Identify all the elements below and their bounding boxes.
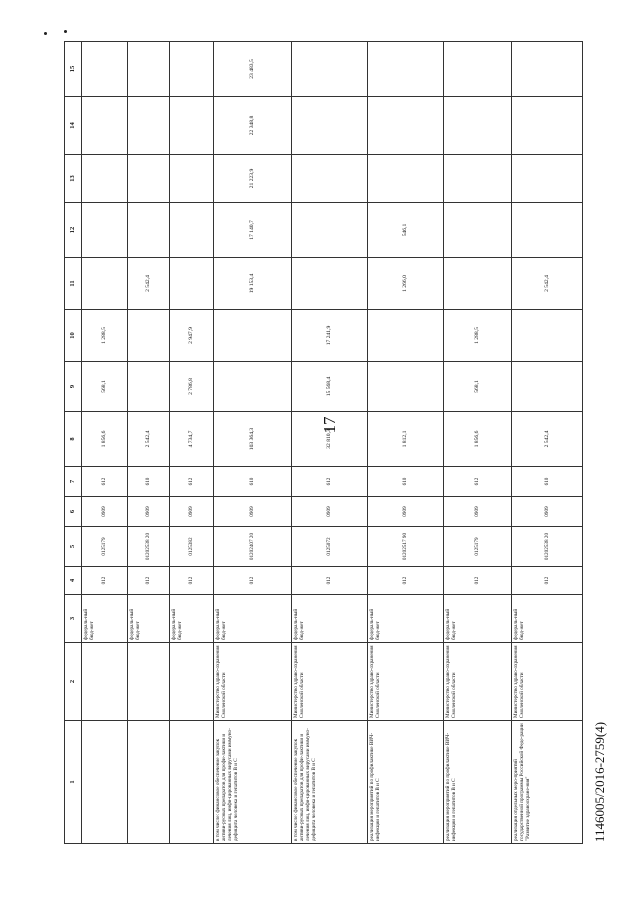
table-cell (170, 203, 214, 258)
table-cell: федераль-ный бюд-жет (292, 595, 368, 643)
table-cell: 0125382 (170, 527, 214, 567)
table-cell (444, 155, 512, 203)
column-header: 8 (65, 412, 82, 467)
table-cell: 2 542,4 (512, 412, 583, 467)
column-header: 1 (65, 721, 82, 844)
table-cell (214, 310, 292, 362)
table-cell: 2 947,9 (170, 310, 214, 362)
budget-table (64, 41, 583, 844)
table-cell: 0909 (512, 497, 583, 527)
table-cell: 1 856,6 (82, 412, 128, 467)
table-row (444, 42, 512, 844)
table-row (170, 42, 214, 844)
table-row (368, 42, 444, 844)
table-cell: 01202407 20 (214, 527, 292, 567)
table-cell: 01202538 20 (128, 527, 170, 567)
table-cell (82, 42, 128, 97)
table-cell: 012 (170, 567, 214, 595)
table-cell: 103 364,3 (214, 412, 292, 467)
table-cell (444, 203, 512, 258)
table-cell (292, 42, 368, 97)
table-cell: 32 810,3 (292, 412, 368, 467)
table-cell (82, 203, 128, 258)
table-cell: 1 288,5 (82, 310, 128, 362)
table-cell (368, 97, 444, 155)
table-cell: 01202517 90 (368, 527, 444, 567)
table-cell (512, 310, 583, 362)
table-cell: 19 153,4 (214, 258, 292, 310)
table-cell: федераль-ный бюд-жет (82, 595, 128, 643)
table-cell (444, 97, 512, 155)
table-cell: в том числе: финансовое обеспечение закупок антиви-русных препаратов для профи-лактики и лечения лиц, инфи-цированных вирусами иммуно-дефицита человека и гепатитов В и С (214, 721, 292, 844)
table-cell (512, 203, 583, 258)
column-header: 4 (65, 567, 82, 595)
table-cell (82, 258, 128, 310)
table-cell: 0909 (444, 497, 512, 527)
table-cell: 0909 (170, 497, 214, 527)
table-cell (368, 310, 444, 362)
table-cell (170, 155, 214, 203)
table-cell: 1 856,6 (444, 412, 512, 467)
table-cell (444, 258, 512, 310)
table-cell: Министерство здраво-охранения Смоленской области (214, 643, 292, 721)
table-cell (444, 42, 512, 97)
table-cell: 612 (82, 467, 128, 497)
table-cell: 1 288,5 (444, 310, 512, 362)
rotated-table-container (64, 42, 566, 844)
table-cell: 012 (292, 567, 368, 595)
table-cell: Министерство здраво-охранения Смоленской области (444, 643, 512, 721)
table-cell: 0909 (368, 497, 444, 527)
table-row (82, 42, 128, 844)
table-cell: 0125072 (292, 527, 368, 567)
table-cell (512, 155, 583, 203)
table-cell: Министерство здраво-охранения Смоленской области (292, 643, 368, 721)
column-header: 14 (65, 97, 82, 155)
column-header: 9 (65, 362, 82, 412)
table-cell (292, 97, 368, 155)
table-cell: 012 (512, 567, 583, 595)
table-cell: 17 140,7 (214, 203, 292, 258)
column-header: 2 (65, 643, 82, 721)
column-header: 15 (65, 42, 82, 97)
table-row (128, 42, 170, 844)
table-cell (292, 203, 368, 258)
table-cell: 610 (128, 467, 170, 497)
page-number: 17 (320, 416, 339, 434)
table-cell: 2 542,4 (128, 258, 170, 310)
table-cell (170, 97, 214, 155)
table-cell: 21 223,9 (214, 155, 292, 203)
table-cell (512, 362, 583, 412)
table-cell: 0909 (292, 497, 368, 527)
table-cell: федераль-ный бюд-жет (368, 595, 444, 643)
table-row (214, 42, 292, 844)
table-cell: 568,1 (444, 362, 512, 412)
table-cell (368, 42, 444, 97)
table-cell: 0125179 (444, 527, 512, 567)
column-header: 10 (65, 310, 82, 362)
table-cell (128, 310, 170, 362)
table-cell (170, 258, 214, 310)
table-cell: 4 734,7 (170, 412, 214, 467)
table-cell: федераль-ный бюд-жет (444, 595, 512, 643)
table-cell (82, 97, 128, 155)
table-cell (512, 97, 583, 155)
table-cell (128, 203, 170, 258)
table-cell: Министерство здраво-охранения Смоленской области (368, 643, 444, 721)
table-cell (368, 362, 444, 412)
table-cell: федераль-ный бюд-жет (214, 595, 292, 643)
table-cell: 612 (170, 467, 214, 497)
column-header: 6 (65, 497, 82, 527)
table-cell: 23 483,5 (214, 42, 292, 97)
table-cell: в том числе: финансовое обеспечение закупок антиви-русных препаратов для профи-лактики и лечения лиц, инфи-цированных вирусами иммуно-дефицита человека и гепатитов В и С (292, 721, 368, 844)
scan-speck (44, 32, 47, 35)
table-cell (170, 643, 214, 721)
table-cell (82, 155, 128, 203)
table-cell: федераль-ный бюд-жет (512, 595, 583, 643)
table-row (292, 42, 368, 844)
table-cell (128, 721, 170, 844)
table-cell: 610 (368, 467, 444, 497)
table-cell (292, 155, 368, 203)
table-cell: федераль-ный бюд-жет (128, 595, 170, 643)
header-row (65, 42, 82, 844)
table-cell: 2 542,4 (128, 412, 170, 467)
column-header: 12 (65, 203, 82, 258)
table-cell: 2 786,8 (170, 362, 214, 412)
table-cell: 012 (82, 567, 128, 595)
table-cell (128, 643, 170, 721)
table-cell (512, 42, 583, 97)
column-header: 13 (65, 155, 82, 203)
table-cell: 0909 (128, 497, 170, 527)
column-header: 5 (65, 527, 82, 567)
table-cell (82, 721, 128, 844)
column-header: 7 (65, 467, 82, 497)
table-cell: федераль-ный бюд-жет (170, 595, 214, 643)
table-cell: 01202538 20 (512, 527, 583, 567)
table-cell: 012 (128, 567, 170, 595)
table-cell: 612 (444, 467, 512, 497)
table-cell (214, 362, 292, 412)
table-cell (128, 97, 170, 155)
table-cell (170, 42, 214, 97)
table-cell: 0909 (82, 497, 128, 527)
table-cell: 15 568,4 (292, 362, 368, 412)
table-cell: 610 (512, 467, 583, 497)
column-header: 3 (65, 595, 82, 643)
table-cell: 1 812,1 (368, 412, 444, 467)
table-cell: реализация мероприятий по профилактике ВИЧ-инфекции и гепатитов В и С (444, 721, 512, 844)
table-cell: 17 241,9 (292, 310, 368, 362)
table-cell (128, 362, 170, 412)
table-cell: Министерство здраво-охранения Смоленской области (512, 643, 583, 721)
table-cell (368, 155, 444, 203)
table-cell (128, 42, 170, 97)
table-cell: реализация отдельных меро-приятий государственной программы Российской Феде-рации "Развитие здравоохране-ния" (512, 721, 583, 844)
scan-speck (64, 30, 67, 33)
table-cell: 1 266,0 (368, 258, 444, 310)
table-cell: 0125179 (82, 527, 128, 567)
table-cell: 568,1 (82, 362, 128, 412)
table-cell: 012 (368, 567, 444, 595)
table-cell: 0909 (214, 497, 292, 527)
column-header: 11 (65, 258, 82, 310)
table-cell (128, 155, 170, 203)
table-cell: 546,1 (368, 203, 444, 258)
table-cell: 610 (214, 467, 292, 497)
table-cell: 612 (292, 467, 368, 497)
table-cell: 2 542,4 (512, 258, 583, 310)
table-cell (292, 258, 368, 310)
table-cell: 22 348,8 (214, 97, 292, 155)
table-row (512, 42, 583, 844)
document-id: 1146005/2016-2759(4) (592, 721, 607, 843)
table-cell (82, 643, 128, 721)
table-cell: 012 (214, 567, 292, 595)
table-cell (170, 721, 214, 844)
table-cell: реализация мероприятий по профилактике ВИЧ-инфекции и гепатитов В и С (368, 721, 444, 844)
table-cell: 012 (444, 567, 512, 595)
